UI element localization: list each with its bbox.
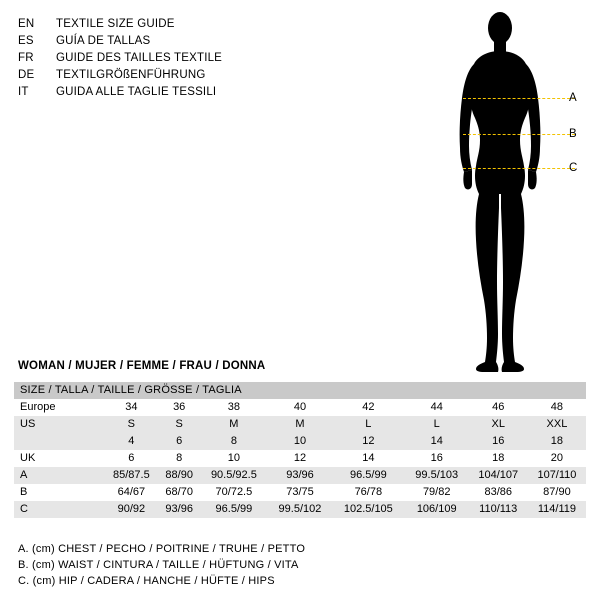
cell: 18 [469,450,528,467]
legend-row-b: B. (cm) WAIST / CINTURA / TAILLE / HÜFTUNG / VITA [18,559,299,571]
legend-row-a: A. (cm) CHEST / PECHO / POITRINE / TRUHE / PETTO [18,543,306,555]
row-label: B [14,484,104,501]
language-code: IT [18,86,29,98]
language-title: TEXTILE SIZE GUIDE [56,18,175,30]
cell: 8 [200,433,268,450]
measure-line-b [463,134,575,135]
measurement-legend [18,541,578,589]
cell: 93/96 [159,501,200,518]
cell: 34 [104,399,159,416]
cell: 70/72.5 [200,484,268,501]
cell: 14 [332,450,405,467]
cell: 83/86 [469,484,528,501]
language-row [18,33,348,50]
language-header-block [18,16,348,101]
measure-label-b: B [569,128,577,140]
measure-label-c: C [569,162,578,174]
language-title: TEXTILGRÖßENFÜHRUNG [56,69,206,81]
size-table [14,382,586,518]
cell: 76/78 [332,484,405,501]
cell: 104/107 [469,467,528,484]
row-label: C [14,501,104,518]
female-figure [430,8,590,373]
language-row [18,84,348,101]
cell: 36 [159,399,200,416]
cell: S [104,416,159,433]
cell: 14 [405,433,469,450]
measure-line-c [463,168,575,169]
cell: 85/87.5 [104,467,159,484]
cell: 99.5/102 [268,501,332,518]
cell: 90.5/92.5 [200,467,268,484]
table-row [14,467,586,484]
cell: 87/90 [528,484,586,501]
cell: 107/110 [528,467,586,484]
cell: 64/67 [104,484,159,501]
cell: 48 [528,399,586,416]
cell: 16 [405,450,469,467]
cell: 40 [268,399,332,416]
language-row [18,16,348,33]
language-title: GUIDE DES TAILLES TEXTILE [56,52,223,64]
row-label: A [14,467,104,484]
language-code: DE [18,69,35,81]
cell: 4 [104,433,159,450]
cell: 102.5/105 [332,501,405,518]
cell: 96.5/99 [200,501,268,518]
table-row [14,484,586,501]
table-caption: WOMAN / MUJER / FEMME / FRAU / DONNA [18,360,266,372]
cell: L [405,416,469,433]
table-row [14,501,586,518]
language-code: FR [18,52,34,64]
table-header-row [14,382,586,399]
cell: 20 [528,450,586,467]
language-row [18,50,348,67]
cell: 110/113 [469,501,528,518]
cell: 18 [528,433,586,450]
cell: M [268,416,332,433]
cell: 68/70 [159,484,200,501]
cell: 42 [332,399,405,416]
cell: S [159,416,200,433]
cell: 6 [104,450,159,467]
cell: XXL [528,416,586,433]
table-row [14,399,586,416]
cell: 114/119 [528,501,586,518]
cell: 10 [200,450,268,467]
cell: 12 [268,450,332,467]
cell: 79/82 [405,484,469,501]
female-silhouette-icon [430,8,590,373]
cell: 106/109 [405,501,469,518]
table-row [14,450,586,467]
cell: 12 [332,433,405,450]
language-code: ES [18,35,34,47]
language-title: GUIDA ALLE TAGLIE TESSILI [56,86,217,98]
row-label: UK [14,450,104,467]
table-row [14,416,586,433]
legend-row-c: C. (cm) HIP / CADERA / HANCHE / HÜFTE / HIPS [18,575,275,587]
cell: 38 [200,399,268,416]
cell: 88/90 [159,467,200,484]
cell: 90/92 [104,501,159,518]
row-label: US [14,416,104,433]
cell: M [200,416,268,433]
cell: 46 [469,399,528,416]
row-label [14,433,104,450]
cell: 44 [405,399,469,416]
measure-label-a: A [569,92,577,104]
cell: 96.5/99 [332,467,405,484]
cell: 16 [469,433,528,450]
cell: 10 [268,433,332,450]
table-header-label: SIZE / TALLA / TAILLE / GRÖSSE / TAGLIA [14,382,586,399]
table-row [14,433,586,450]
cell: XL [469,416,528,433]
cell: 6 [159,433,200,450]
cell: 8 [159,450,200,467]
cell: L [332,416,405,433]
cell: 73/75 [268,484,332,501]
row-label: Europe [14,399,104,416]
measure-line-a [463,98,575,99]
language-code: EN [18,18,35,30]
cell: 93/96 [268,467,332,484]
language-title: GUÍA DE TALLAS [56,35,151,47]
language-row [18,67,348,84]
cell: 99.5/103 [405,467,469,484]
